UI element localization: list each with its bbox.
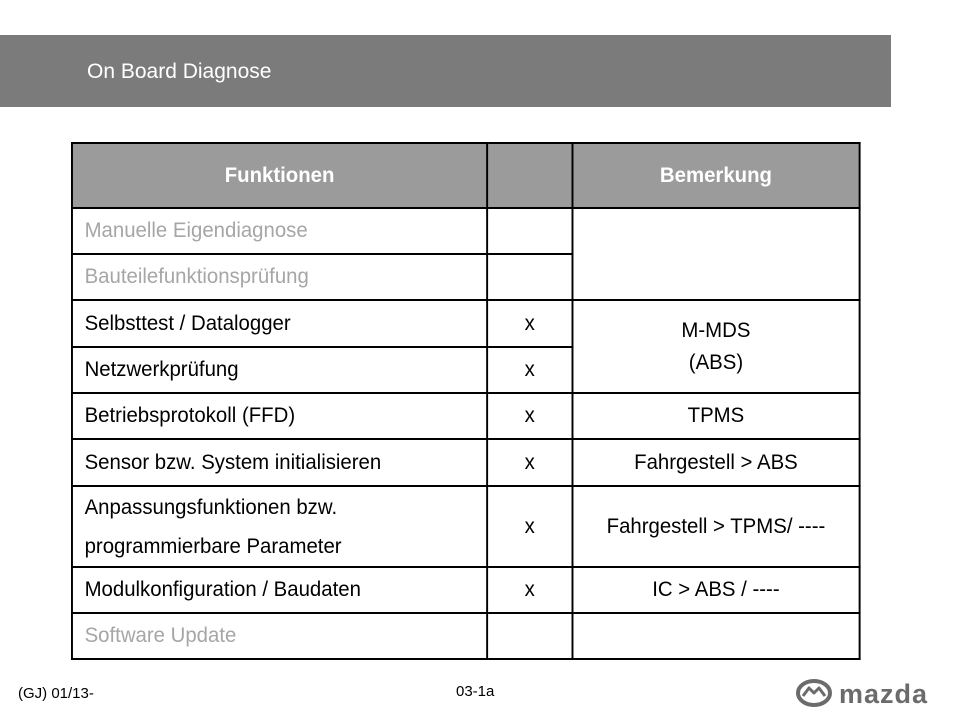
function-cell: Netzwerkprüfung xyxy=(72,347,487,393)
table-row xyxy=(72,300,860,347)
mark-cell: x xyxy=(487,347,572,393)
function-line1: Anpassungsfunktionen bzw. xyxy=(84,495,338,519)
remark-cell-tpms: TPMS xyxy=(572,393,859,439)
remark-cell-fahrgestell-tpms: Fahrgestell > TPMS/ ---- xyxy=(572,486,859,567)
column-header-remark: Bemerkung xyxy=(572,143,859,208)
mark-cell: x xyxy=(487,300,572,347)
table-row xyxy=(72,486,860,567)
function-cell: Bauteilefunktionsprüfung xyxy=(72,254,487,300)
footer-page-number: 03-1a xyxy=(456,683,495,700)
mark-cell: x xyxy=(487,567,572,613)
remark-cell-ic-abs: IC > ABS / ---- xyxy=(572,567,859,613)
table-row xyxy=(72,208,860,254)
table-row xyxy=(72,393,860,439)
diagnosis-table xyxy=(71,142,861,660)
table-row xyxy=(72,613,860,659)
table-header-row xyxy=(72,143,860,208)
table-row xyxy=(72,439,860,486)
remark-cell-empty xyxy=(572,613,859,659)
function-cell: Software Update xyxy=(72,613,487,659)
column-header-functions: Funktionen xyxy=(72,143,487,208)
function-cell: Sensor bzw. System initialisieren xyxy=(72,439,487,486)
function-cell: Selbsttest / Datalogger xyxy=(72,300,487,347)
remark-mds-line1: M-MDS xyxy=(681,318,751,342)
mark-cell xyxy=(487,613,572,659)
mazda-logo-icon xyxy=(795,674,947,712)
column-header-mark xyxy=(487,143,572,208)
remark-cell-mds xyxy=(572,300,859,393)
table-row xyxy=(72,567,860,613)
function-line2: programmierbare Parameter xyxy=(84,534,342,558)
function-cell: Manuelle Eigendiagnose xyxy=(72,208,487,254)
remark-mds-line2: (ABS) xyxy=(688,350,744,374)
mark-cell: x xyxy=(487,439,572,486)
mazda-logo xyxy=(795,674,947,712)
footer-course-code: (GJ) 01/13- xyxy=(18,685,94,702)
mark-cell xyxy=(487,254,572,300)
page-title: On Board Diagnose xyxy=(87,60,272,83)
remark-cell-fahrgestell-abs: Fahrgestell > ABS xyxy=(572,439,859,486)
function-cell: Betriebsprotokoll (FFD) xyxy=(72,393,487,439)
mark-cell: x xyxy=(487,393,572,439)
remark-cell-empty xyxy=(572,208,859,300)
mark-cell xyxy=(487,208,572,254)
mark-cell: x xyxy=(487,486,572,567)
function-cell xyxy=(72,486,487,567)
function-cell: Modulkonfiguration / Baudaten xyxy=(72,567,487,613)
mazda-logo-text: mazda xyxy=(839,679,929,709)
